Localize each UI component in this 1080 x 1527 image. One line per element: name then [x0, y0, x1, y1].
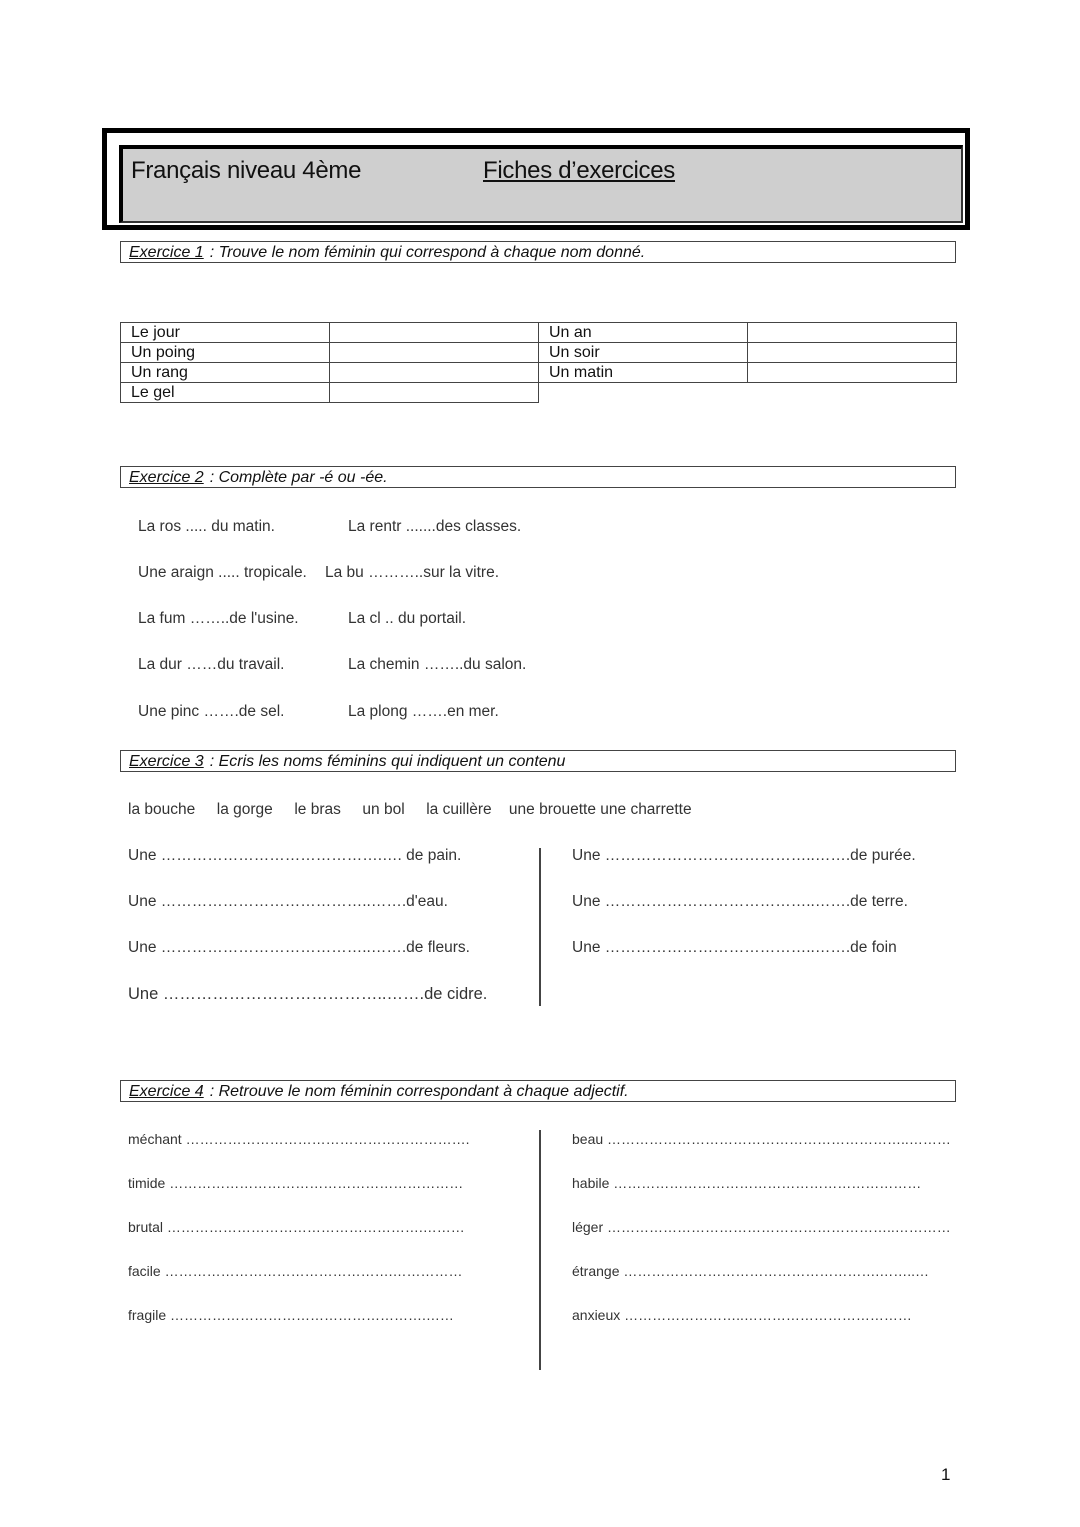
fill-line[interactable]: léger ……………………………………………………..………… — [572, 1219, 951, 1235]
table-cell-noun: Un matin — [539, 363, 748, 383]
column-divider — [539, 848, 541, 1006]
fill-line[interactable]: fragile ……………………………………………….…… — [128, 1307, 454, 1323]
exercise1-label: Exercice 1 — [129, 244, 204, 261]
exercise2-label: Exercice 2 — [129, 469, 204, 486]
table-cell-noun: Un soir — [539, 343, 748, 363]
exercise3-label: Exercice 3 — [129, 753, 204, 770]
answer-cell[interactable] — [330, 323, 539, 343]
page-number: 1 — [941, 1465, 951, 1484]
table-cell-noun: Le jour — [121, 323, 330, 343]
exercise2-item: Une pinc …….de sel. — [138, 703, 285, 720]
exercise4-instruction: : Retrouve le nom féminin correspondant à chaque adjectif. — [209, 1083, 629, 1100]
table-cell-noun: Le gel — [121, 383, 330, 403]
exercise2-header — [120, 466, 956, 488]
table-row — [121, 363, 957, 383]
exercise2-item: Une araign ..... tropicale. — [138, 564, 307, 581]
word-bank-item: la bouche — [128, 801, 196, 818]
exercise3-instruction: : Ecris les noms féminins qui indiquent un contenu — [209, 753, 566, 770]
fill-line[interactable]: méchant ……………………………………………………. — [128, 1131, 470, 1147]
fill-line[interactable]: Une …………………………………….…. de pain. — [128, 847, 462, 864]
exercise1-header — [120, 241, 956, 263]
header-subtitle: Fiches d’exercices — [483, 157, 676, 184]
fill-line[interactable]: beau ………………………………………………………..……… — [572, 1131, 951, 1147]
table-row — [121, 383, 957, 403]
column-divider — [539, 1130, 541, 1370]
exercise2-item: La rentr .......des classes. — [348, 518, 522, 535]
exercise2-item: La chemin ……..du salon. — [348, 656, 527, 673]
fill-line[interactable]: étrange ……………………………………………….……..… — [572, 1263, 930, 1279]
exercise2-item: La bu ………..sur la vitre. — [325, 564, 500, 581]
fill-line[interactable]: habile ………………………………………………………… — [572, 1175, 922, 1191]
table-cell-noun: Un an — [539, 323, 748, 343]
fill-line[interactable]: Une …………………………………..…….d'eau. — [128, 893, 448, 910]
answer-cell[interactable] — [748, 363, 957, 383]
table-cell-noun: Un rang — [121, 363, 330, 383]
exercise4-header — [120, 1080, 956, 1102]
exercise1-instruction: : Trouve le nom féminin qui correspond à chaque nom donné. — [209, 244, 646, 261]
fill-line[interactable]: Une …………………………………..…….de terre. — [572, 893, 908, 910]
exercise4-label: Exercice 4 — [129, 1083, 204, 1100]
answer-cell[interactable] — [330, 343, 539, 363]
exercise1-table — [120, 322, 957, 403]
word-bank-item: la gorge — [216, 801, 273, 818]
exercise2-item: La ros ..... du matin. — [138, 518, 275, 535]
fill-line[interactable]: Une …………………………………..…….de fleurs. — [128, 939, 470, 956]
fill-line[interactable]: Une …………………………………..…….de foin — [572, 939, 897, 956]
exercise3-header — [120, 750, 956, 772]
word-bank — [128, 801, 692, 819]
answer-cell[interactable] — [330, 363, 539, 383]
answer-cell[interactable] — [330, 383, 539, 403]
table-row — [121, 323, 957, 343]
exercise2-item: La dur ……du travail. — [138, 656, 285, 673]
fill-line[interactable]: facile ………………………………………….…………… — [128, 1263, 463, 1279]
document-header — [102, 128, 970, 230]
fill-line[interactable]: brutal ……………………………………………….……… — [128, 1219, 465, 1235]
fill-line[interactable]: Une …………………………………..…….de purée. — [572, 847, 916, 864]
fill-line[interactable]: Une …………………………………..…….de cidre. — [128, 985, 488, 1003]
exercise2-item: La plong …….en mer. — [348, 703, 499, 720]
word-bank-item: le bras — [294, 801, 341, 818]
fill-line[interactable]: anxieux ……………………..……………………………… — [572, 1307, 912, 1323]
exercise2-item: La fum ……..de l'usine. — [138, 610, 299, 627]
word-bank-item: un bol — [362, 801, 405, 818]
word-bank-item: une brouette une charrette — [508, 801, 692, 818]
exercise2-instruction: : Complète par -é ou -ée. — [209, 469, 388, 486]
answer-cell[interactable] — [748, 323, 957, 343]
table-cell-noun: Un poing — [121, 343, 330, 363]
fill-line[interactable]: timide ……………………………………………………… — [128, 1175, 464, 1191]
exercise2-item: La cl .. du portail. — [348, 610, 467, 627]
header-title: Français niveau 4ème — [131, 157, 362, 184]
header-panel — [119, 145, 963, 223]
word-bank-item: la cuillère — [426, 801, 492, 818]
answer-cell[interactable] — [748, 343, 957, 363]
table-row — [121, 343, 957, 363]
